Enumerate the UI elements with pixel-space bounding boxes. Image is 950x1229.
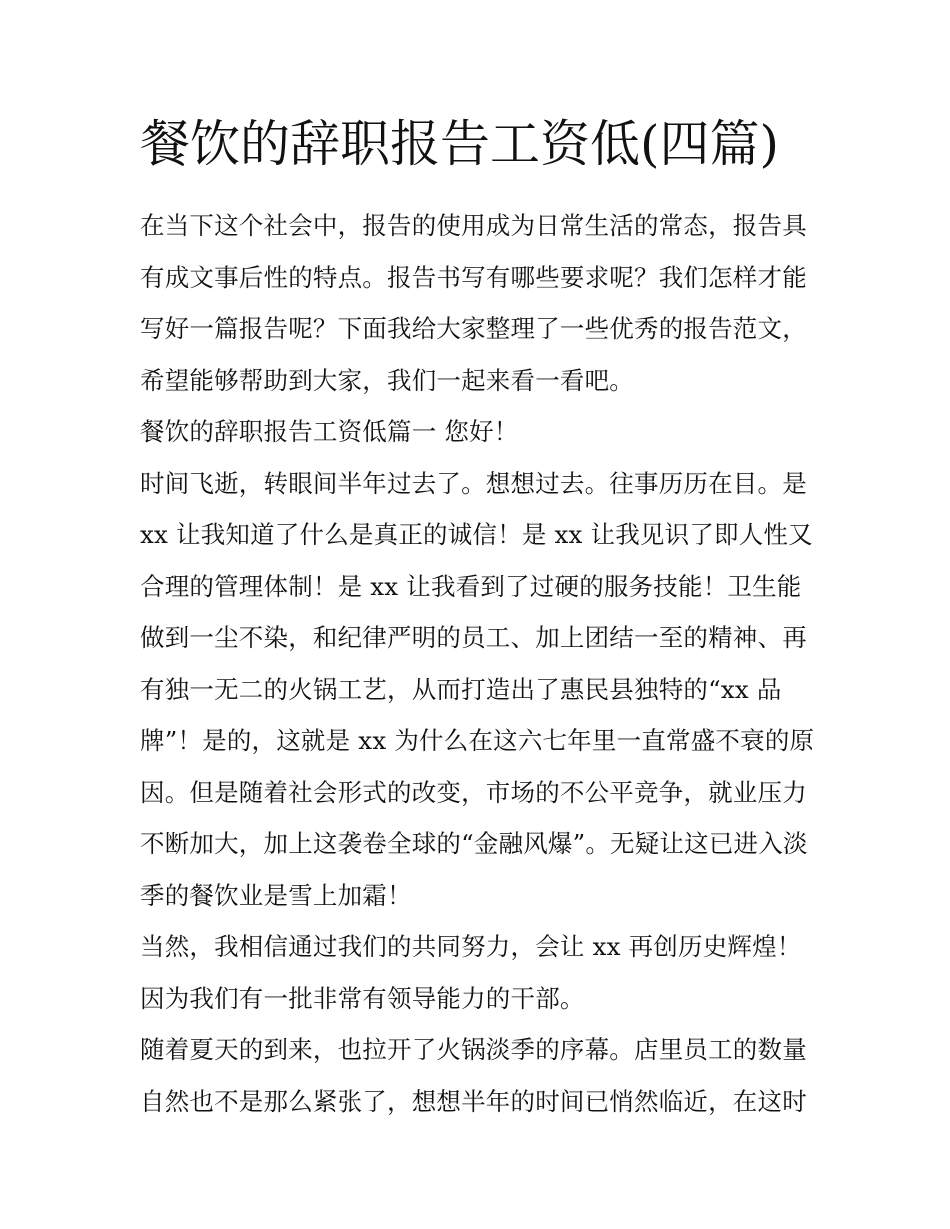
body-line: 因。但是随着社会形式的改变，市场的不公平竞争，就业压力: [140, 777, 807, 807]
body-line: 希望能够帮助到大家，我们一起来看一看吧。: [140, 365, 634, 395]
body-line: 合理的管理体制！是 xx 让我看到了过硬的服务技能！卫生能: [140, 571, 802, 601]
body-line: 季的餐饮业是雪上加霜！: [140, 880, 412, 910]
section-heading-line: 餐饮的辞职报告工资低篇一 您好！: [140, 417, 519, 446]
body-line: 写好一篇报告呢？下面我给大家整理了一些优秀的报告范文，: [140, 314, 807, 343]
body-line: 在当下这个社会中，报告的使用成为日常生活的常态，报告具: [140, 211, 807, 240]
body-line: xx 让我知道了什么是真正的诚信！是 xx 让我见识了即人性又: [140, 520, 813, 549]
body-line: 不断加大，加上这袭卷全球的“金融风爆”。无疑让这已进入淡: [140, 829, 808, 858]
body-line: 当然，我相信通过我们的共同努力，会让 xx 再创历史辉煌！: [140, 932, 802, 961]
document-title: 餐饮的辞职报告工资低(四篇): [140, 115, 780, 173]
body-line: 做到一尘不染，和纪律严明的员工、加上团结一至的精神、再: [140, 623, 807, 652]
body-line: 有独一无二的火锅工艺，从而打造出了惠民县独特的“xx 品: [140, 674, 782, 704]
body-line: 时间飞逝，转眼间半年过去了。想想过去。往事历历在目。是: [140, 468, 807, 498]
body-line: 随着夏天的到来，也拉开了火锅淡季的序幕。店里员工的数量: [140, 1035, 807, 1064]
body-line: 有成文事后性的特点。报告书写有哪些要求呢？我们怎样才能: [140, 262, 807, 292]
body-line: 自然也不是那么紧张了，想想半年的时间已悄然临近，在这时: [140, 1086, 807, 1116]
document-body: [140, 200, 820, 1127]
body-line: 牌”！是的，这就是 xx 为什么在这六七年里一直常盛不衰的原: [140, 726, 815, 755]
body-line: 因为我们有一批非常有领导能力的干部。: [140, 983, 585, 1013]
